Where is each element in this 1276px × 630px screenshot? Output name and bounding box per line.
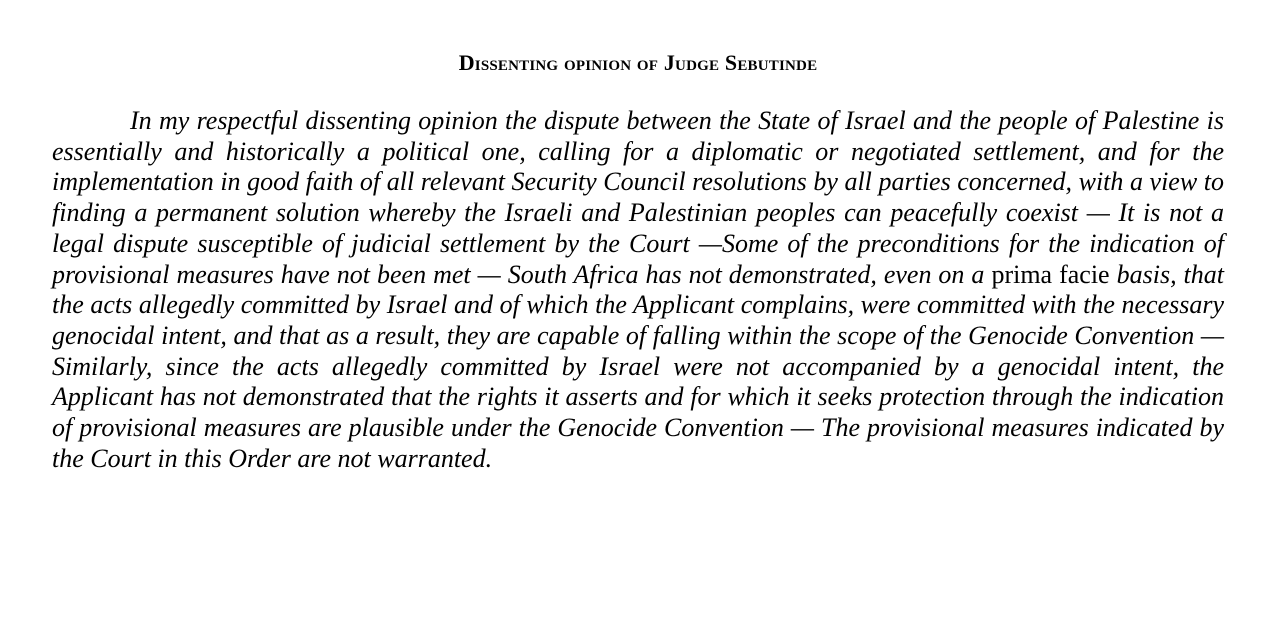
summary-text-part-1: In my respectful dissenting opinion the dispute between the State of Israel and the people of Palestine is essentially and historically a political one, calling for a diplomatic or negotiated settlement, and for the implementation in good faith of all relevant Security Council resolutions by all parties concerned, with a view to finding a permanent solution whereby the Israeli and Palestinian peoples can peacefully coexist — It is not a legal dispute susceptible of judicial settlement by the Court —Some of the preconditions for the indication of provisional measures have not been met — South Africa has not demonstrated, even on a [52, 106, 1224, 289]
latin-term-prima: prima [991, 259, 1053, 289]
document-page [52, 40, 1224, 474]
opinion-heading [52, 50, 1224, 76]
opinion-heading-text: Dissenting opinion of Judge Sebutinde [458, 50, 818, 75]
summary-text-part-2: basis, that the acts allegedly committed by Israel and of which the Applicant complains, were committed with the necessary genocidal intent, and that as a result, they are capable of falling within the scope of the Genocide Convention — Similarly, since the acts allegedly committed by Israel were not accompanied by a genocidal intent, the Applicant has not demonstrated that the rights it asserts and for which it seeks protection through the indication of provisional measures are plausible under the Genocide Convention — The provisional measures indicated by the Court in this Order are not warranted. [52, 259, 1225, 473]
latin-term-facie: facie [1059, 259, 1110, 289]
opinion-summary-paragraph [52, 106, 1224, 474]
